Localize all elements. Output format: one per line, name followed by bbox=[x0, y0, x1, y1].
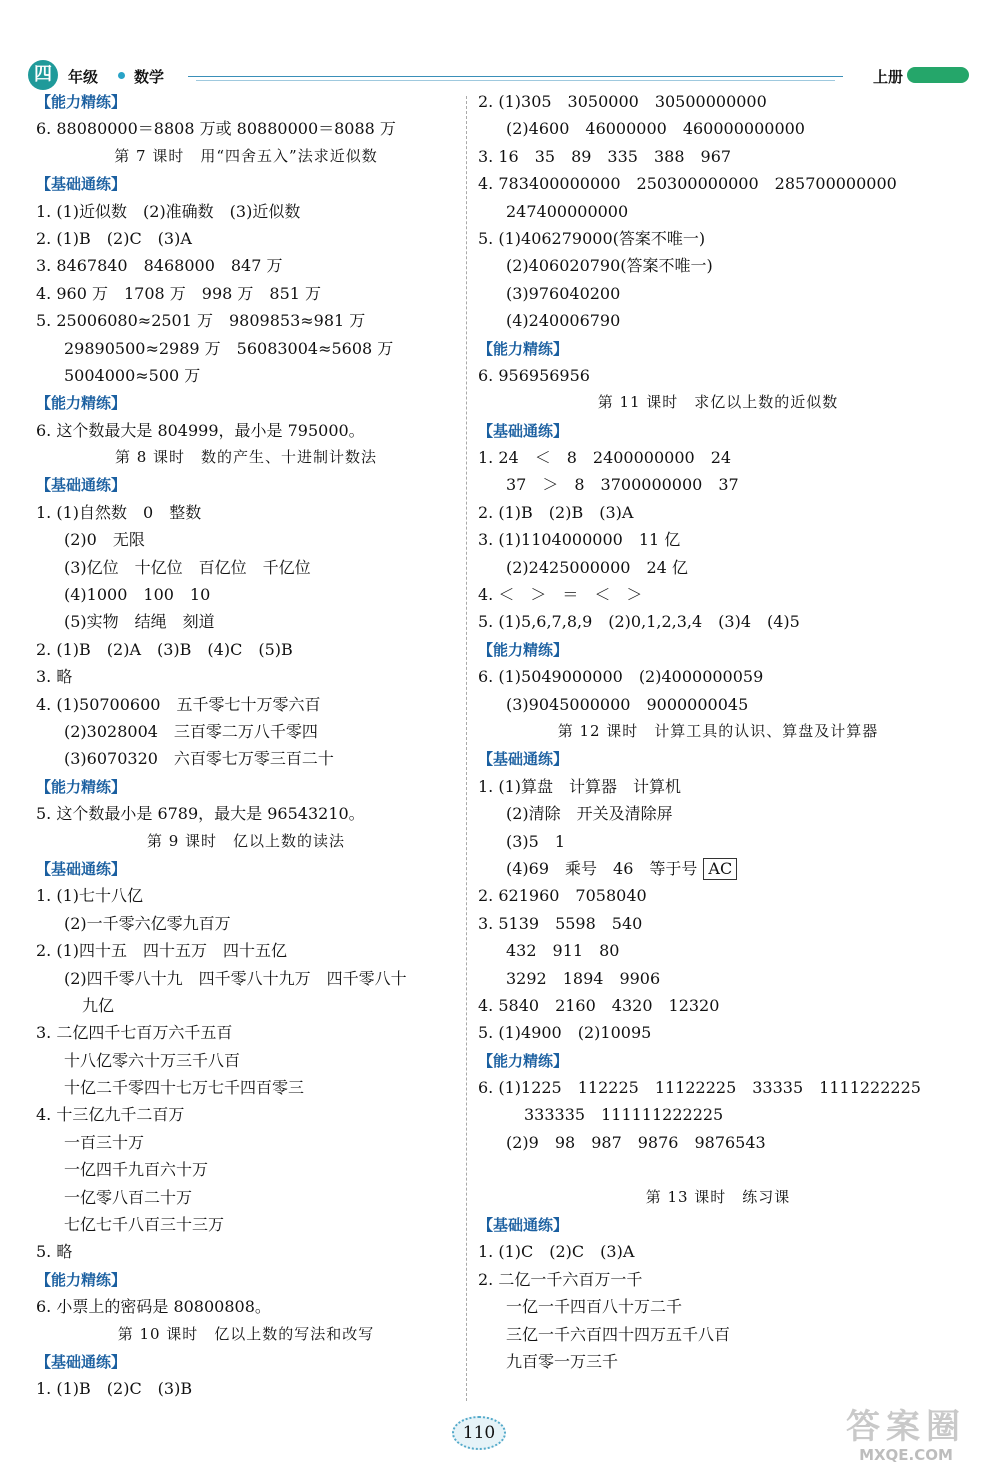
section-tag bbox=[36, 88, 456, 115]
grade-label: 年级 bbox=[68, 68, 99, 86]
answer-line bbox=[36, 417, 456, 444]
answer-text: 1. 24 ＜ 8 2400000000 24 bbox=[478, 448, 732, 468]
answer-line bbox=[478, 143, 958, 170]
answer-text: (2)406020790(答案不唯一) bbox=[506, 256, 713, 276]
section-tag-label: 【基础通练】 bbox=[478, 750, 569, 769]
answer-line bbox=[478, 828, 958, 855]
answer-line bbox=[478, 554, 958, 581]
answer-text: (3)5 1 bbox=[506, 831, 566, 851]
answer-line bbox=[36, 554, 456, 581]
answer-text: (2)0 无限 bbox=[64, 530, 145, 550]
answer-line bbox=[36, 115, 456, 142]
answer-text: 2. (1)四十五 四十五万 四十五亿 bbox=[36, 941, 288, 961]
answer-line bbox=[36, 1238, 456, 1265]
lesson-title: 第 11 课时 求亿以上数的近似数 bbox=[597, 393, 839, 412]
page-number: 110 bbox=[452, 1416, 506, 1450]
answer-line bbox=[478, 1074, 958, 1101]
section-tag bbox=[36, 1266, 456, 1293]
answer-line bbox=[478, 608, 958, 635]
answer-line bbox=[36, 335, 456, 362]
section-tag-label: 【能力精练】 bbox=[478, 1051, 569, 1070]
answer-line bbox=[36, 992, 456, 1019]
answer-text: (2)一千零六亿零九百万 bbox=[64, 913, 231, 933]
section-tag-label: 【能力精练】 bbox=[36, 394, 127, 413]
answer-text: 3292 1894 9906 bbox=[506, 968, 661, 988]
page-header bbox=[28, 58, 973, 92]
answer-text: 1. (1)C (2)C (3)A bbox=[478, 1242, 635, 1262]
ac-key-box: AC bbox=[703, 858, 737, 880]
answer-text: 29890500≈2989 万 56083004≈5608 万 bbox=[64, 338, 394, 358]
answer-line bbox=[478, 1348, 958, 1375]
answer-line bbox=[36, 581, 456, 608]
header-divider bbox=[188, 76, 843, 77]
lesson-title: 第 10 课时 亿以上数的写法和改写 bbox=[117, 1324, 375, 1343]
answer-line bbox=[478, 910, 958, 937]
answer-text: 九百零一万三千 bbox=[506, 1351, 619, 1371]
answer-line bbox=[36, 225, 456, 252]
section-tag-label: 【基础通练】 bbox=[36, 1352, 127, 1371]
section-tag-label: 【能力精练】 bbox=[36, 1270, 127, 1289]
answer-text: 一亿一千四百八十万二千 bbox=[506, 1297, 683, 1317]
answer-text: 6. 956956956 bbox=[478, 365, 590, 385]
lesson-title: 第 7 课时 用“四舍五入”法求近似数 bbox=[114, 146, 378, 165]
answer-text: 1. (1)七十八亿 bbox=[36, 886, 144, 906]
section-tag-label: 【基础通练】 bbox=[478, 1216, 569, 1235]
section-tag bbox=[36, 471, 456, 498]
answer-text: 3. 16 35 89 335 388 967 bbox=[478, 146, 732, 166]
section-tag-label: 【能力精练】 bbox=[36, 93, 127, 111]
answer-line bbox=[478, 115, 958, 142]
term-decoration-icon bbox=[907, 67, 969, 83]
answer-line bbox=[36, 1156, 456, 1183]
answer-text: 2. 621960 7058040 bbox=[478, 886, 647, 906]
answer-text: 5. (1)5,6,7,8,9 (2)0,1,2,3,4 (3)4 (4)5 bbox=[478, 612, 800, 632]
right-column bbox=[478, 88, 958, 1375]
answer-text: 一百三十万 bbox=[64, 1132, 145, 1152]
answer-line bbox=[478, 1238, 958, 1265]
answer-line bbox=[478, 526, 958, 553]
answer-text: 3. 8467840 8468000 847 万 bbox=[36, 256, 283, 276]
answer-line bbox=[478, 252, 958, 279]
answer-line bbox=[478, 88, 958, 115]
answer-text: (5)实物 结绳 刻道 bbox=[64, 612, 215, 632]
answer-text: 6. 88080000＝8808 万或 80880000＝8088 万 bbox=[36, 119, 396, 139]
answer-line bbox=[36, 636, 456, 663]
answer-text: 3. 略 bbox=[36, 667, 73, 687]
answer-text: 一亿四千九百六十万 bbox=[64, 1160, 209, 1180]
answer-line bbox=[36, 362, 456, 389]
section-tag bbox=[36, 855, 456, 882]
answer-text: 2. (1)B (2)A (3)B (4)C (5)B bbox=[36, 639, 293, 659]
answer-text: 4. 5840 2160 4320 12320 bbox=[478, 995, 720, 1015]
section-tag bbox=[478, 335, 958, 362]
answer-text: 2. (1)305 3050000 30500000000 bbox=[478, 92, 767, 111]
answer-text: (3)976040200 bbox=[506, 283, 621, 303]
answer-text: (4)69 乘号 46 等于号 bbox=[506, 858, 698, 878]
answer-text: 5. 25006080≈2501 万 9809853≈981 万 bbox=[36, 311, 366, 331]
answer-line bbox=[36, 252, 456, 279]
answer-text: 1. (1)算盘 计算器 计算机 bbox=[478, 776, 682, 796]
answer-text: 七亿七千八百三十三万 bbox=[64, 1215, 225, 1235]
lesson-title: 第 13 课时 练习课 bbox=[645, 1187, 791, 1206]
dot-icon bbox=[118, 72, 125, 79]
answer-text: 2. (1)B (2)B (3)A bbox=[478, 502, 634, 522]
header-divider-inner bbox=[196, 80, 835, 81]
section-tag bbox=[478, 745, 958, 772]
answer-text: (3)6070320 六百零七万零三百二十 bbox=[64, 749, 334, 769]
answer-text: 4. 783400000000 250300000000 285700000000 bbox=[478, 174, 897, 194]
answer-text: 十亿二千零四十七万七千四百零三 bbox=[64, 1078, 305, 1098]
section-tag bbox=[478, 1211, 958, 1238]
answer-line bbox=[478, 855, 958, 882]
answer-text: 432 911 80 bbox=[506, 941, 620, 961]
answer-line bbox=[478, 581, 958, 608]
answer-line bbox=[478, 170, 958, 197]
answer-text: (4)240006790 bbox=[506, 311, 621, 331]
answer-line bbox=[478, 691, 958, 718]
answer-line bbox=[36, 1101, 456, 1128]
answer-text: (2)3028004 三百零二万八千零四 bbox=[64, 721, 318, 741]
answer-line bbox=[36, 526, 456, 553]
section-tag-label: 【基础通练】 bbox=[36, 175, 127, 194]
answer-line bbox=[36, 1074, 456, 1101]
section-tag bbox=[36, 773, 456, 800]
answer-line bbox=[478, 992, 958, 1019]
answer-line bbox=[36, 910, 456, 937]
answer-text: 4. 十三亿九千二百万 bbox=[36, 1105, 185, 1125]
answer-text: 2. 二亿一千六百万一千 bbox=[478, 1269, 643, 1289]
section-tag-label: 【基础通练】 bbox=[478, 421, 569, 440]
answer-line bbox=[36, 1375, 456, 1402]
lesson-title: 第 8 课时 数的产生、十进制计数法 bbox=[114, 448, 378, 467]
section-tag-label: 【基础通练】 bbox=[36, 859, 127, 878]
answer-line bbox=[478, 362, 958, 389]
section-tag bbox=[36, 170, 456, 197]
answer-text: 5004000≈500 万 bbox=[64, 365, 201, 385]
term-label: 上册 bbox=[872, 68, 903, 86]
answer-text: 十八亿零六十万三千八百 bbox=[64, 1050, 241, 1070]
answer-line bbox=[36, 1293, 456, 1320]
answer-line bbox=[36, 280, 456, 307]
answer-text: 4. ＜ ＞ ＝ ＜ ＞ bbox=[478, 585, 643, 605]
answer-text: (2)四千零八十九 四千零八十九万 四千零八十 bbox=[64, 968, 407, 988]
answer-line bbox=[478, 471, 958, 498]
answer-text: 1. (1)B (2)C (3)B bbox=[36, 1379, 193, 1399]
answer-line bbox=[36, 499, 456, 526]
answer-text: 4. 960 万 1708 万 998 万 851 万 bbox=[36, 283, 322, 303]
answer-line bbox=[36, 800, 456, 827]
answer-text: (3)9045000000 9000000045 bbox=[506, 694, 749, 714]
answer-text: (2)清除 开关及清除屏 bbox=[506, 804, 673, 824]
answer-line bbox=[478, 1101, 958, 1128]
answer-text: (2)9 98 987 9876 9876543 bbox=[506, 1132, 766, 1152]
answer-text: 5. (1)4900 (2)10095 bbox=[478, 1023, 652, 1043]
answer-text: 6. (1)1225 112225 11122225 33335 1111222225 bbox=[478, 1078, 921, 1098]
answer-line bbox=[36, 1019, 456, 1046]
answer-line bbox=[478, 499, 958, 526]
answer-text: 九亿 bbox=[82, 995, 115, 1015]
answer-line bbox=[36, 745, 456, 772]
answer-text: 6. 小票上的密码是 80800808。 bbox=[36, 1297, 271, 1317]
answer-line bbox=[36, 663, 456, 690]
answer-line bbox=[36, 937, 456, 964]
answer-line bbox=[36, 307, 456, 334]
answer-line bbox=[478, 773, 958, 800]
section-tag-label: 【能力精练】 bbox=[478, 339, 569, 358]
lesson-title: 第 9 课时 亿以上数的读法 bbox=[146, 831, 346, 850]
answer-line bbox=[36, 198, 456, 225]
answer-line bbox=[478, 1129, 958, 1156]
blank-line bbox=[478, 1156, 958, 1183]
answer-text: 1. (1)近似数 (2)准确数 (3)近似数 bbox=[36, 201, 301, 221]
answer-text: 247400000000 bbox=[506, 201, 629, 221]
answer-line bbox=[478, 937, 958, 964]
answer-line bbox=[36, 882, 456, 909]
section-tag bbox=[36, 389, 456, 416]
answer-line bbox=[478, 882, 958, 909]
answer-line bbox=[36, 608, 456, 635]
answer-line bbox=[36, 965, 456, 992]
answer-text: 3. (1)1104000000 11 亿 bbox=[478, 530, 681, 550]
grade-badge: 四 bbox=[28, 60, 58, 90]
answer-line bbox=[36, 1047, 456, 1074]
answer-text: 1. (1)自然数 0 整数 bbox=[36, 502, 202, 522]
answer-line bbox=[36, 1211, 456, 1238]
answer-text: (2)2425000000 24 亿 bbox=[506, 557, 688, 577]
answer-text: 6. (1)5049000000 (2)4000000059 bbox=[478, 667, 764, 687]
answer-line bbox=[478, 965, 958, 992]
section-tag bbox=[36, 1348, 456, 1375]
answer-line bbox=[478, 1266, 958, 1293]
answer-text: 37 ＞ 8 3700000000 37 bbox=[506, 475, 739, 495]
answer-text: 三亿一千六百四十四万五千八百 bbox=[506, 1324, 731, 1344]
answer-text: 2. (1)B (2)C (3)A bbox=[36, 228, 192, 248]
answer-text: 3. 5139 5598 540 bbox=[478, 913, 643, 933]
answer-line bbox=[478, 663, 958, 690]
answer-text: 4. (1)50700600 五千零七十万零六百 bbox=[36, 694, 321, 714]
column-divider bbox=[466, 96, 467, 1401]
answer-line bbox=[478, 1321, 958, 1348]
answer-text: 5. (1)406279000(答案不唯一) bbox=[478, 228, 706, 248]
answer-text: 5. 这个数最小是 6789，最大是 96543210。 bbox=[36, 804, 365, 824]
section-tag bbox=[478, 1047, 958, 1074]
answer-line bbox=[478, 225, 958, 252]
answer-line bbox=[36, 691, 456, 718]
subject-label: 数学 bbox=[134, 68, 165, 86]
watermark-logo bbox=[826, 1408, 986, 1466]
section-tag bbox=[478, 417, 958, 444]
answer-line bbox=[478, 198, 958, 225]
answer-line bbox=[36, 1129, 456, 1156]
section-tag bbox=[478, 636, 958, 663]
answer-line bbox=[478, 1019, 958, 1046]
watermark-logo-url: MXQE.COM bbox=[859, 1446, 953, 1464]
answer-text: 3. 二亿四千七百万六千五百 bbox=[36, 1023, 233, 1043]
answer-text: 333335 111111222225 bbox=[524, 1105, 724, 1125]
answer-text: 一亿零八百二十万 bbox=[64, 1187, 193, 1207]
answer-line bbox=[36, 1184, 456, 1211]
left-column bbox=[36, 88, 456, 1403]
section-tag-label: 【基础通练】 bbox=[36, 476, 127, 495]
answer-line bbox=[478, 800, 958, 827]
watermark-logo-text: 答案圈 bbox=[846, 1407, 966, 1447]
answer-text: (4)1000 100 10 bbox=[64, 585, 211, 605]
answer-text: (2)4600 46000000 460000000000 bbox=[506, 119, 805, 139]
answer-text: 5. 略 bbox=[36, 1242, 73, 1262]
lesson-title: 第 12 课时 计算工具的认识、算盘及计算器 bbox=[557, 721, 879, 740]
answer-line bbox=[478, 1293, 958, 1320]
answer-text: (3)亿位 十亿位 百亿位 千亿位 bbox=[64, 557, 311, 577]
answer-text: 6. 这个数最大是 804999，最小是 795000。 bbox=[36, 420, 365, 440]
section-tag-label: 【能力精练】 bbox=[478, 640, 569, 659]
section-tag-label: 【能力精练】 bbox=[36, 777, 127, 796]
answer-line bbox=[478, 444, 958, 471]
answer-line bbox=[478, 307, 958, 334]
answer-line bbox=[478, 280, 958, 307]
answer-line bbox=[36, 718, 456, 745]
